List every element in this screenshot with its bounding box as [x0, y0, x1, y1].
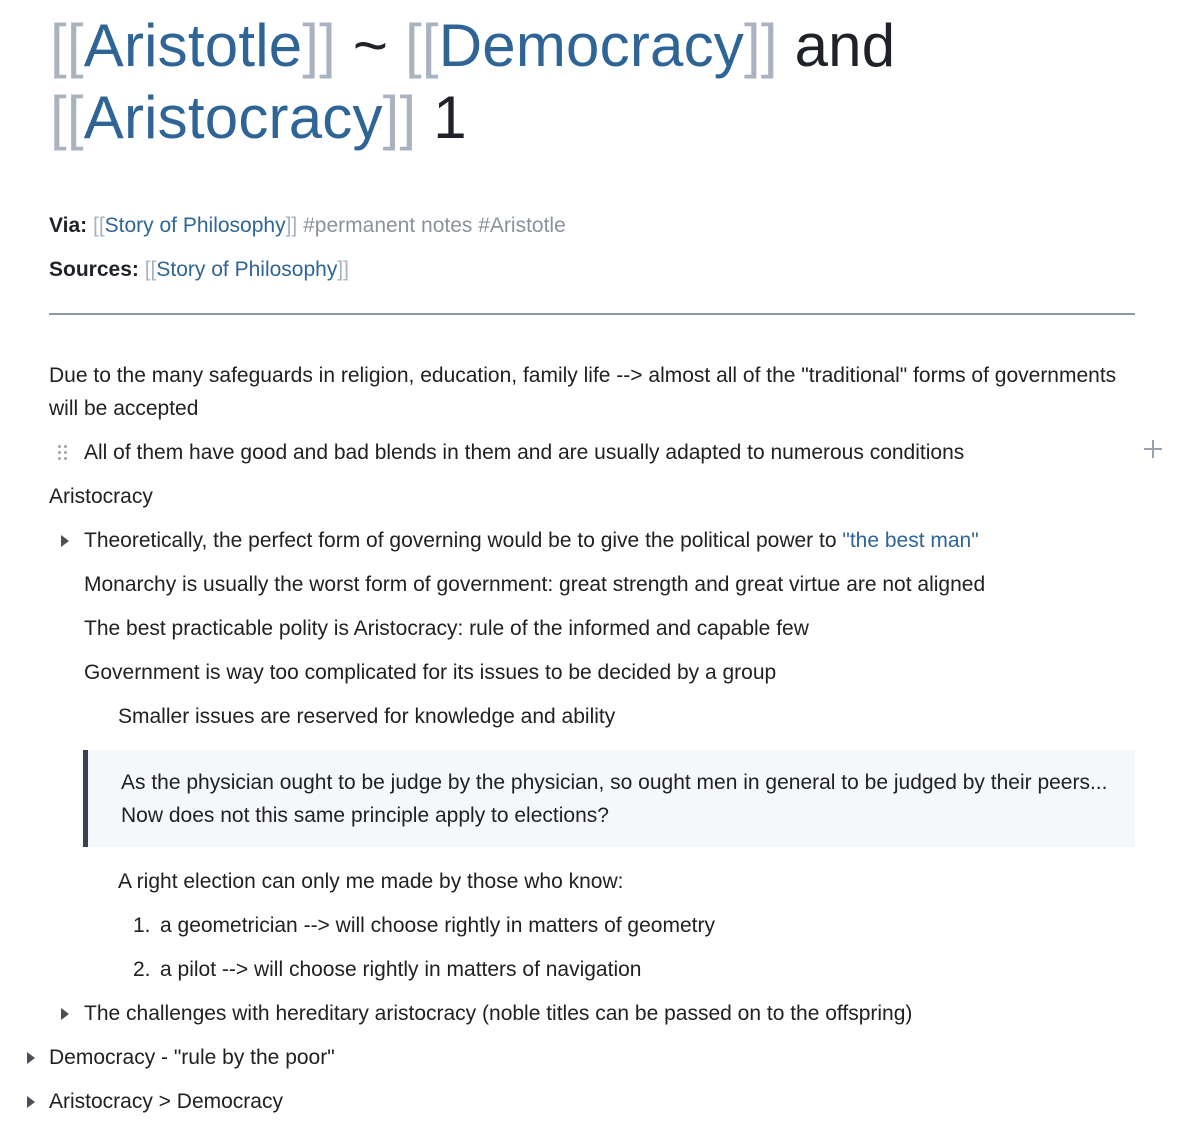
- via-label: Via:: [49, 214, 88, 237]
- list-item-text: a pilot --> will choose rightly in matters of navigation: [160, 958, 642, 981]
- list-item[interactable]: [133, 953, 641, 986]
- title-link-aristotle[interactable]: Aristotle: [83, 12, 303, 79]
- list-item-text: a geometrician --> will choose rightly in matters of geometry: [160, 914, 715, 937]
- bracket-close: ]]: [337, 258, 349, 281]
- bracket-close: ]]: [302, 12, 337, 79]
- via-tags[interactable]: #permanent notes #Aristotle: [303, 214, 566, 237]
- page-title: [50, 10, 1150, 154]
- bracket-open: [[: [50, 84, 84, 151]
- bracket-open: [[: [92, 214, 105, 237]
- block-government-complicated[interactable]: Government is way too complicated for its issues to be decided by a group: [84, 661, 777, 684]
- theoretically-text: Theoretically, the perfect form of governing would be to give the political power to: [84, 529, 843, 552]
- bracket-open: [[: [50, 12, 84, 79]
- block-aristocracy-vs-democracy[interactable]: Aristocracy > Democracy: [49, 1090, 283, 1113]
- title-and: and: [777, 12, 896, 79]
- block-aristocracy-heading[interactable]: Aristocracy: [49, 485, 153, 508]
- block-blends[interactable]: All of them have good and bad blends in them and are usually adapted to numerous conditions: [84, 441, 965, 464]
- caret-right-icon[interactable]: [27, 1096, 35, 1108]
- caret-right-icon[interactable]: [61, 1008, 69, 1020]
- bracket-close: ]]: [743, 12, 778, 79]
- sources-link[interactable]: Story of Philosophy: [156, 258, 338, 281]
- blockquote[interactable]: [83, 750, 1135, 847]
- bracket-open: [[: [144, 258, 157, 281]
- plus-icon[interactable]: [1142, 438, 1164, 460]
- title-link-aristocracy[interactable]: Aristocracy: [83, 84, 383, 151]
- block-democracy[interactable]: Democracy - "rule by the poor": [49, 1046, 335, 1069]
- sources-row: [49, 255, 349, 285]
- block-monarchy[interactable]: Monarchy is usually the worst form of government: great strength and great virtue are not aligned: [84, 573, 986, 596]
- list-number: 1.: [133, 914, 151, 937]
- caret-right-icon[interactable]: [61, 535, 69, 547]
- caret-right-icon[interactable]: [27, 1052, 35, 1064]
- block-right-election[interactable]: A right election can only me made by those who know:: [118, 870, 624, 893]
- blockquote-text: As the physician ought to be judge by the physician, so ought men in general to be judged by their peers... Now does not this same principle apply to elections?: [121, 771, 1108, 827]
- drag-handle-icon[interactable]: [58, 443, 70, 463]
- best-man-link[interactable]: "the best man": [842, 529, 979, 552]
- via-link[interactable]: Story of Philosophy: [104, 214, 286, 237]
- block-intro[interactable]: Due to the many safeguards in religion, education, family life --> almost all of the "traditional" forms of governments will be accepted: [49, 364, 1117, 420]
- block-hereditary[interactable]: The challenges with hereditary aristocracy (noble titles can be passed on to the offspring): [84, 1002, 913, 1025]
- bracket-open: [[: [405, 12, 439, 79]
- block-smaller-issues[interactable]: Smaller issues are reserved for knowledge and ability: [118, 705, 616, 728]
- title-link-democracy[interactable]: Democracy: [438, 12, 744, 79]
- bracket-close: ]]: [382, 84, 417, 151]
- via-row: [49, 211, 566, 241]
- block-best-polity[interactable]: The best practicable polity is Aristocracy: rule of the informed and capable few: [84, 617, 809, 640]
- title-separator: ~: [336, 12, 406, 79]
- horizontal-divider: [49, 313, 1135, 315]
- sources-label: Sources:: [49, 258, 139, 281]
- title-suffix: 1: [416, 84, 467, 151]
- bracket-close: ]]: [285, 214, 298, 237]
- list-item[interactable]: [133, 909, 715, 942]
- block-theoretically[interactable]: [84, 524, 979, 557]
- list-number: 2.: [133, 958, 151, 981]
